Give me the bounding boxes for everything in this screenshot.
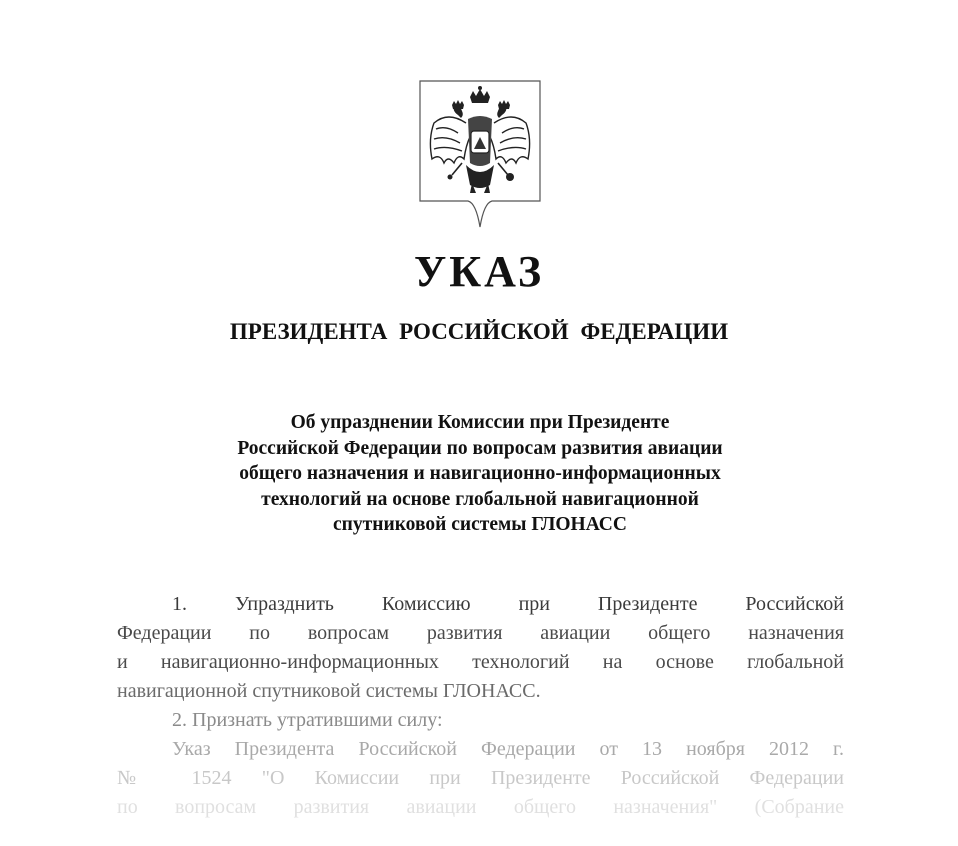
body-line: по вопросам развития авиации общего назначения" (Собрание bbox=[117, 796, 844, 818]
body-line: навигационной спутниковой системы ГЛОНАСС. bbox=[117, 680, 541, 702]
heading-line: Об упразднении Комиссии при Президенте bbox=[290, 412, 670, 433]
decree-body bbox=[117, 590, 844, 822]
body-line: 2. Признать утратившими силу: bbox=[172, 709, 443, 731]
heading-line: общего назначения и навигационно-информационных bbox=[239, 463, 721, 484]
body-line: № 1524 "О Комиссии при Президенте Российской Федерации bbox=[117, 767, 844, 789]
heading-line: Российской Федерации по вопросам развития авиации bbox=[237, 437, 723, 459]
coat-of-arms-emblem bbox=[418, 79, 542, 229]
decree-subtitle: ПРЕЗИДЕНТА РОССИЙСКОЙ ФЕДЕРАЦИИ bbox=[229, 319, 729, 344]
heading-line: спутниковой системы ГЛОНАСС bbox=[333, 514, 627, 535]
body-line: 1. Упразднить Комиссию при Президенте Российской bbox=[172, 593, 844, 615]
body-line: и навигационно-информационных технологий на основе глобальной bbox=[117, 651, 844, 673]
body-line: Указ Президента Российской Федерации от 13 ноября 2012 г. bbox=[172, 738, 844, 760]
decree-heading bbox=[150, 410, 810, 538]
body-line: Федерации по вопросам развития авиации общего назначения bbox=[117, 622, 844, 644]
decree-title: УКАЗ bbox=[413, 247, 545, 296]
heading-line: технологий на основе глобальной навигационной bbox=[261, 488, 699, 510]
